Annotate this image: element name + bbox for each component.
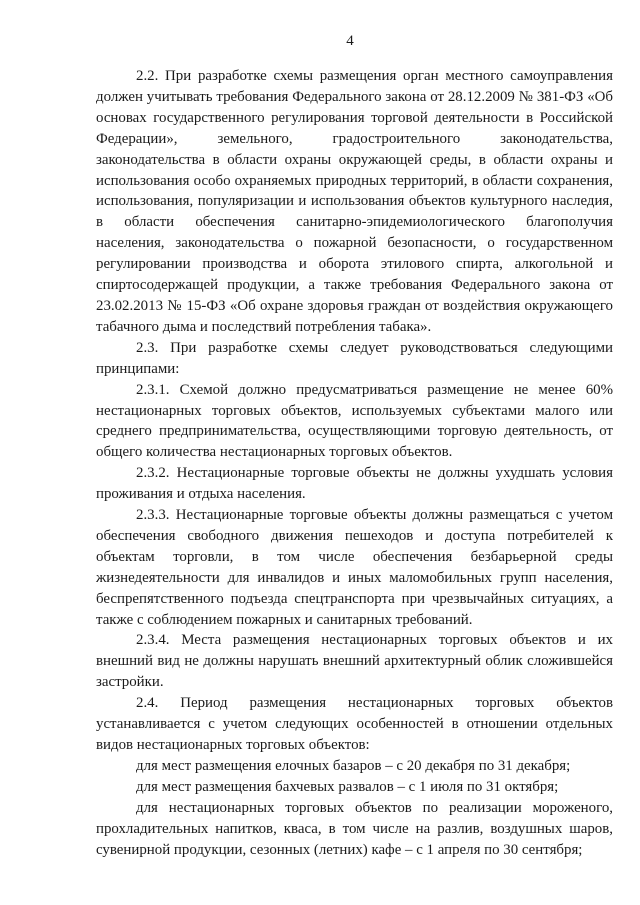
paragraph-2-4: 2.4. Период размещения нестационарных торговых объектов устанавливается с учетом следующих особенностей в отношении отдельных видов нестационарных торговых объектов: bbox=[96, 695, 613, 753]
paragraph-2-3-2: 2.3.2. Нестационарные торговые объекты не должны ухудшать условия проживания и отдыха населения. bbox=[96, 465, 613, 503]
paragraph-2-3-1: 2.3.1. Схемой должно предусматриваться размещение не менее 60% нестационарных торговых объектов, используемых субъектами малого или среднего предпринимательства, осуществляющими торговую деятельность, от общего количества нестационарных торговых объектов. bbox=[96, 381, 613, 461]
document-body bbox=[96, 66, 613, 860]
paragraph-2-3-3: 2.3.3. Нестационарные торговые объекты должны размещаться с учетом обеспечения свободного движения пешеходов и доступа потребителей к объектам торговли, в том числе обеспечения безбарьерной среды жизнедеятельности для инвалидов и иных маломобильных групп населения, беспрепятственного подъезда спецтранспорта при чрезвычайных ситуациях, а также с соблюдением пожарных и санитарных требований. bbox=[96, 507, 613, 628]
period-item-melon-stalls: для мест размещения бахчевых развалов – с 1 июля по 31 октября; bbox=[136, 778, 559, 795]
paragraph-2-2: 2.2. При разработке схемы размещения орган местного самоуправления должен учитывать требования Федерального закона от 28.12.2009 № 381-ФЗ «Об основах государственного регулирования торговой деятельности в Российской Федерации», земельного, градостроительного законодательства, законодательства в области охраны окружающей среды, в области охраны и использования особо охраняемых природных территорий, в области сохранения, использования, популяризации и использования объектов культурного наследия, в области обеспечения санитарно-эпидемиологического благополучия населения, законодательства о пожарной безопасности, о государственном регулировании производства и оборота этилового спирта, алкогольной и спиртосодержащей продукции, а также требования Федерального закона от 23.02.2013 № 15-ФЗ «Об охране здоровья граждан от воздействия окружающего табачного дыма и последствий потребления табака». bbox=[96, 68, 613, 335]
paragraph-2-3-4: 2.3.4. Места размещения нестационарных торговых объектов и их внешний вид не должны нарушать внешний архитектурный облик сложившейся застройки. bbox=[96, 632, 613, 691]
page-number: 4 bbox=[346, 33, 354, 49]
period-item-seasonal-objects: для нестационарных торговых объектов по реализации мороженого, прохладительных напитков, кваса, в том числе на разлив, воздушных шаров, сувенирной продукции, сезонных (летних) кафе – с 1 апреля по 30 сентября; bbox=[96, 799, 613, 858]
paragraph-2-3: 2.3. При разработке схемы следует руководствоваться следующими принципами: bbox=[96, 339, 613, 377]
period-item-christmas-tree-markets: для мест размещения елочных базаров – с 20 декабря по 31 декабря; bbox=[136, 757, 571, 774]
